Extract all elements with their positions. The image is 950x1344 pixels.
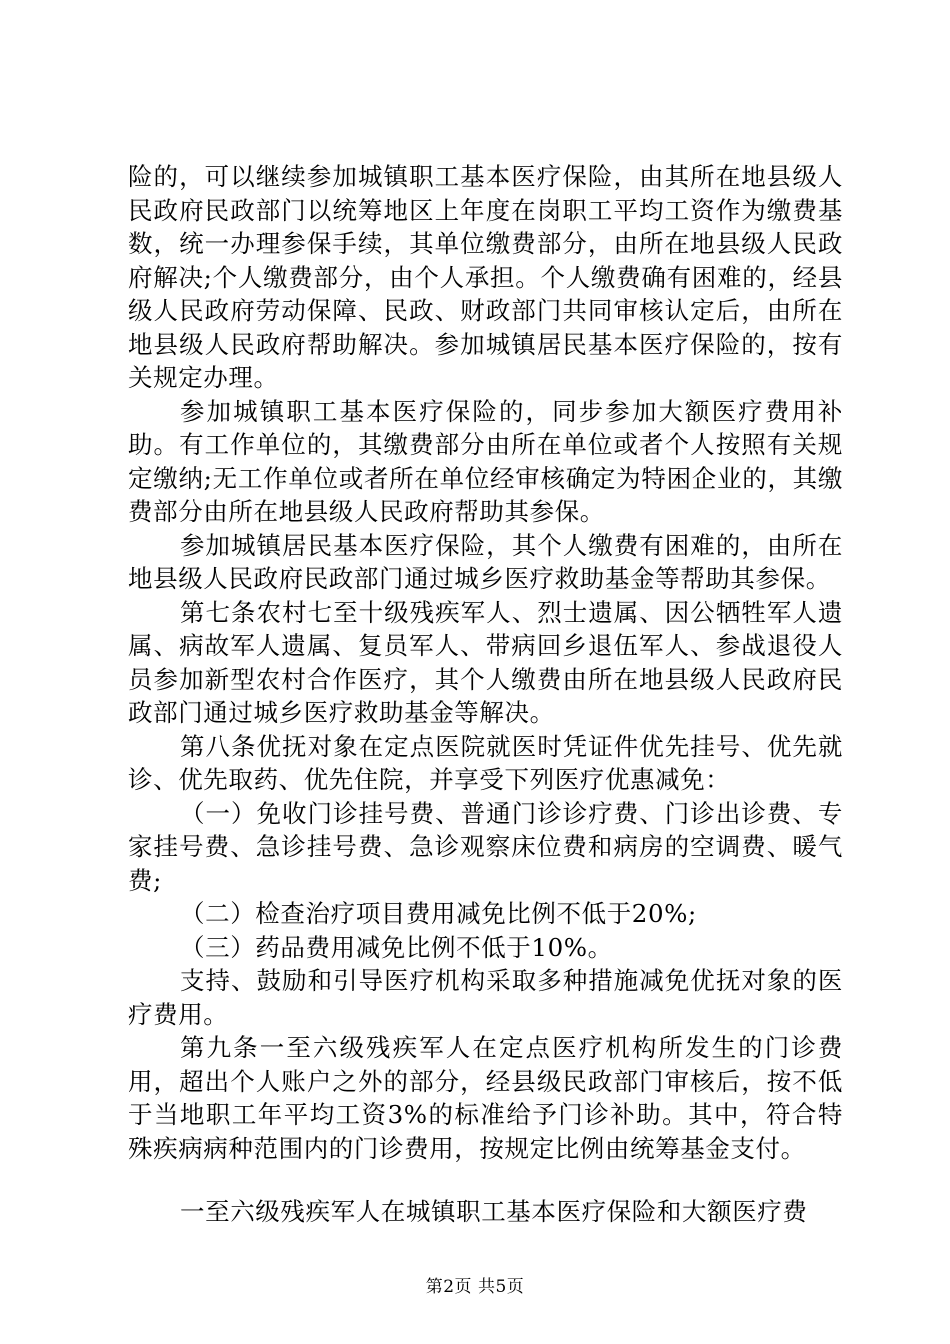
document-body <box>128 160 843 1229</box>
paragraph-article-7: 第七条农村七至十级残疾军人、烈士遗属、因公牺牲军人遗属、病故军人遗属、复员军人、带病回乡退伍军人、参战退役人员参加新型农村合作医疗，其个人缴费由所在地县级人民政府民政部门通过城乡医疗救助基金等解决。 <box>128 597 843 727</box>
page-footer: 第2页 共5页 <box>425 1277 525 1297</box>
paragraph-resident-insurance: 参加城镇居民基本医疗保险，其个人缴费有困难的，由所在地县级人民政府民政部门通过城乡医疗救助基金等帮助其参保。 <box>128 530 843 593</box>
paragraph-article-8: 第八条优抚对象在定点医院就医时凭证件优先挂号、优先就诊、优先取药、优先住院，并享受下列医疗优惠减免： <box>128 731 843 794</box>
list-item-3: （三）药品费用减免比例不低于10%。 <box>180 932 613 962</box>
paragraph-large-medical-subsidy: 参加城镇职工基本医疗保险的，同步参加大额医疗费用补助。有工作单位的，其缴费部分由所在单位或者个人按照有关规定缴纳;无工作单位或者所在单位经审核确定为特困企业的，其缴费部分由所在地县级人民政府帮助其参保。 <box>128 396 843 526</box>
paragraph-disabled-veterans: 一至六级残疾军人在城镇职工基本医疗保险和大额医疗费 <box>180 1197 808 1226</box>
paragraph-continuation: 险的，可以继续参加城镇职工基本医疗保险，由其所在地县级人民政府民政部门以统筹地区上年度在岗职工平均工资作为缴费基数，统一办理参保手续，其单位缴费部分，由所在地县级人民政府解决;个人缴费部分，由个人承担。个人缴费确有困难的，经县级人民政府劳动保障、民政、财政部门共同审核认定后，由所在地县级人民政府帮助解决。参加城镇居民基本医疗保险的，按有关规定办理。 <box>128 162 843 392</box>
paragraph-article-9: 第九条一至六级残疾军人在定点医疗机构所发生的门诊费用，超出个人账户之外的部分，经县级民政部门审核后，按不低于当地职工年平均工资3%的标准给予门诊补助。其中，符合特殊疾病病种范围内的门诊费用，按规定比例由统筹基金支付。 <box>128 1033 843 1163</box>
list-item-2: （二）检查治疗项目费用减免比例不低于20%; <box>180 899 697 928</box>
list-item-1: （一）免收门诊挂号费、普通门诊诊疗费、门诊出诊费、专家挂号费、急诊挂号费、急诊观察床位费和病房的空调费、暖气费; <box>128 798 843 895</box>
paragraph-support: 支持、鼓励和引导医疗机构采取多种措施减免优抚对象的医疗费用。 <box>128 966 843 1029</box>
